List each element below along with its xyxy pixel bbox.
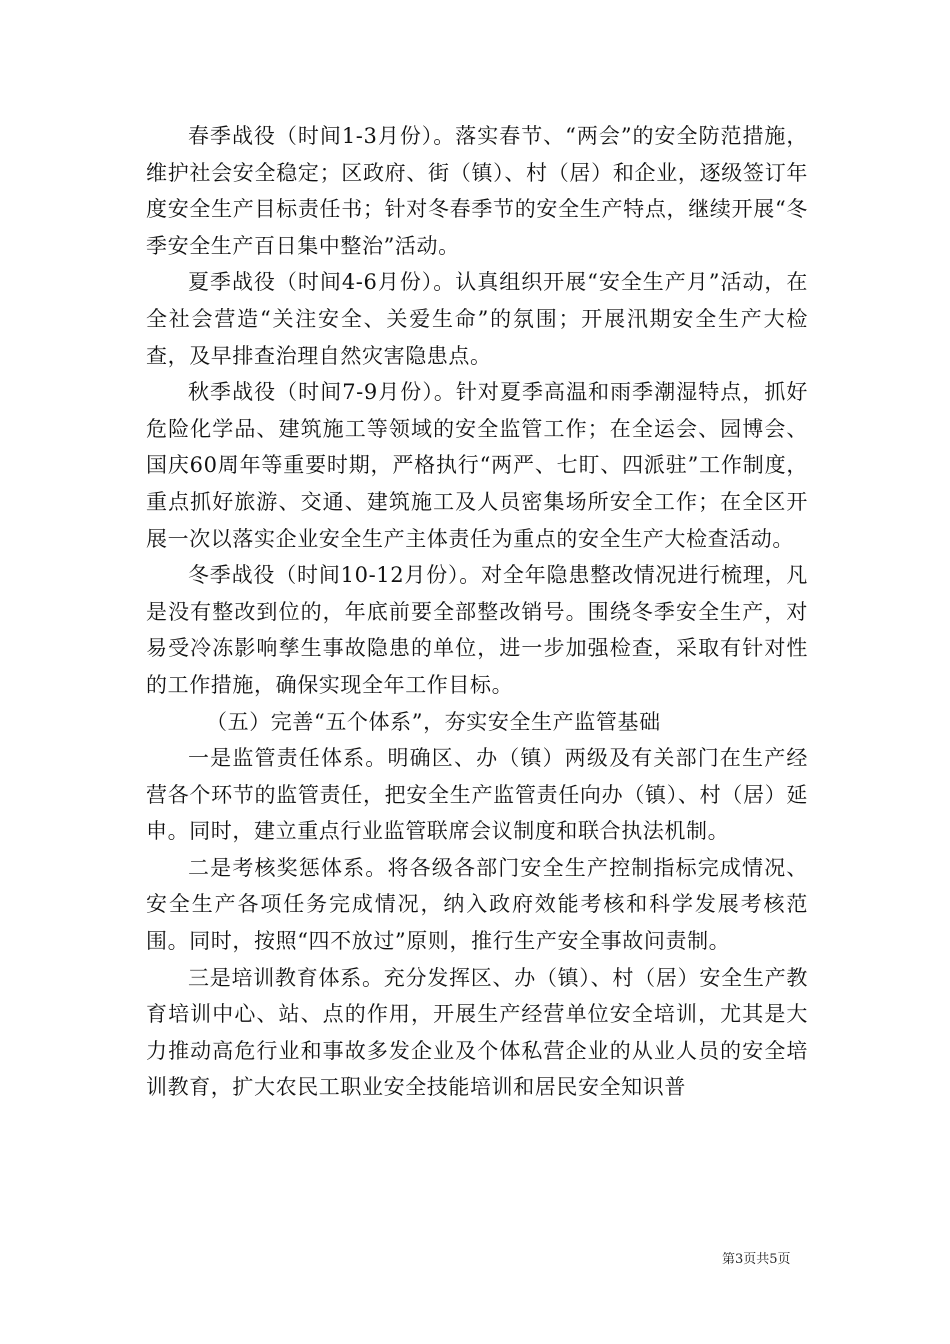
paragraph-autumn-campaign: 秋季战役（时间7-9月份）。针对夏季高温和雨季潮湿特点，抓好危险化学品、建筑施工等领域的安全监管工作；在全运会、园博会、国庆60周年等重要时期，严格执行“两严、七盯、四派驻”工作制度，重点抓好旅游、交通、建筑施工及人员密集场所安全工作；在全区开展一次以落实企业安全生产主体责任为重点的安全生产大检查活动。 — [146, 380, 808, 551]
paragraph-winter-campaign: 冬季战役（时间10-12月份）。对全年隐患整改情况进行梳理，凡是没有整改到位的，年底前要全部整改销号。围绕冬季安全生产，对易受冷冻影响孳生事故隐患的单位，进一步加强检查，采取有针对性的工作措施，确保实现全年工作目标。 — [146, 563, 808, 697]
paragraph-summer-campaign: 夏季战役（时间4-6月份）。认真组织开展“安全生产月”活动，在全社会营造“关注安全、关爱生命”的氛围；开展汛期安全生产大检查，及早排查治理自然灾害隐患点。 — [146, 270, 808, 368]
paragraph-assessment-rewards: 二是考核奖惩体系。将各级各部门安全生产控制指标完成情况、安全生产各项任务完成情况，纳入政府效能考核和科学发展考核范围。同时，按照“四不放过”原则，推行生产安全事故问责制。 — [146, 855, 808, 954]
document-body — [146, 118, 808, 1106]
page-number-footer: 第3页共5页 — [722, 1252, 791, 1267]
section-heading-five-systems: （五）完善“五个体系”，夯实安全生产监管基础 — [206, 709, 661, 734]
paragraph-spring-campaign: 春季战役（时间1-3月份）。落实春节、“两会”的安全防范措施，维护社会安全稳定；区政府、街（镇）、村（居）和企业，逐级签订年度安全生产目标责任书；针对冬春季节的安全生产特点，继续开展“冬季安全生产百日集中整治”活动。 — [146, 124, 808, 258]
paragraph-supervision-responsibility: 一是监管责任体系。明确区、办（镇）两级及有关部门在生产经营各个环节的监管责任，把安全生产监管责任向办（镇）、村（居）延申。同时，建立重点行业监管联席会议制度和联合执法机制。 — [146, 746, 808, 844]
paragraph-training-education: 三是培训教育体系。充分发挥区、办（镇）、村（居）安全生产教育培训中心、站、点的作用，开展生产经营单位安全培训，尤其是大力推动高危行业和事故多发企业及个体私营企业的从业人员的安全培训教育，扩大农民工职业安全技能培训和居民安全知识普 — [146, 965, 808, 1100]
